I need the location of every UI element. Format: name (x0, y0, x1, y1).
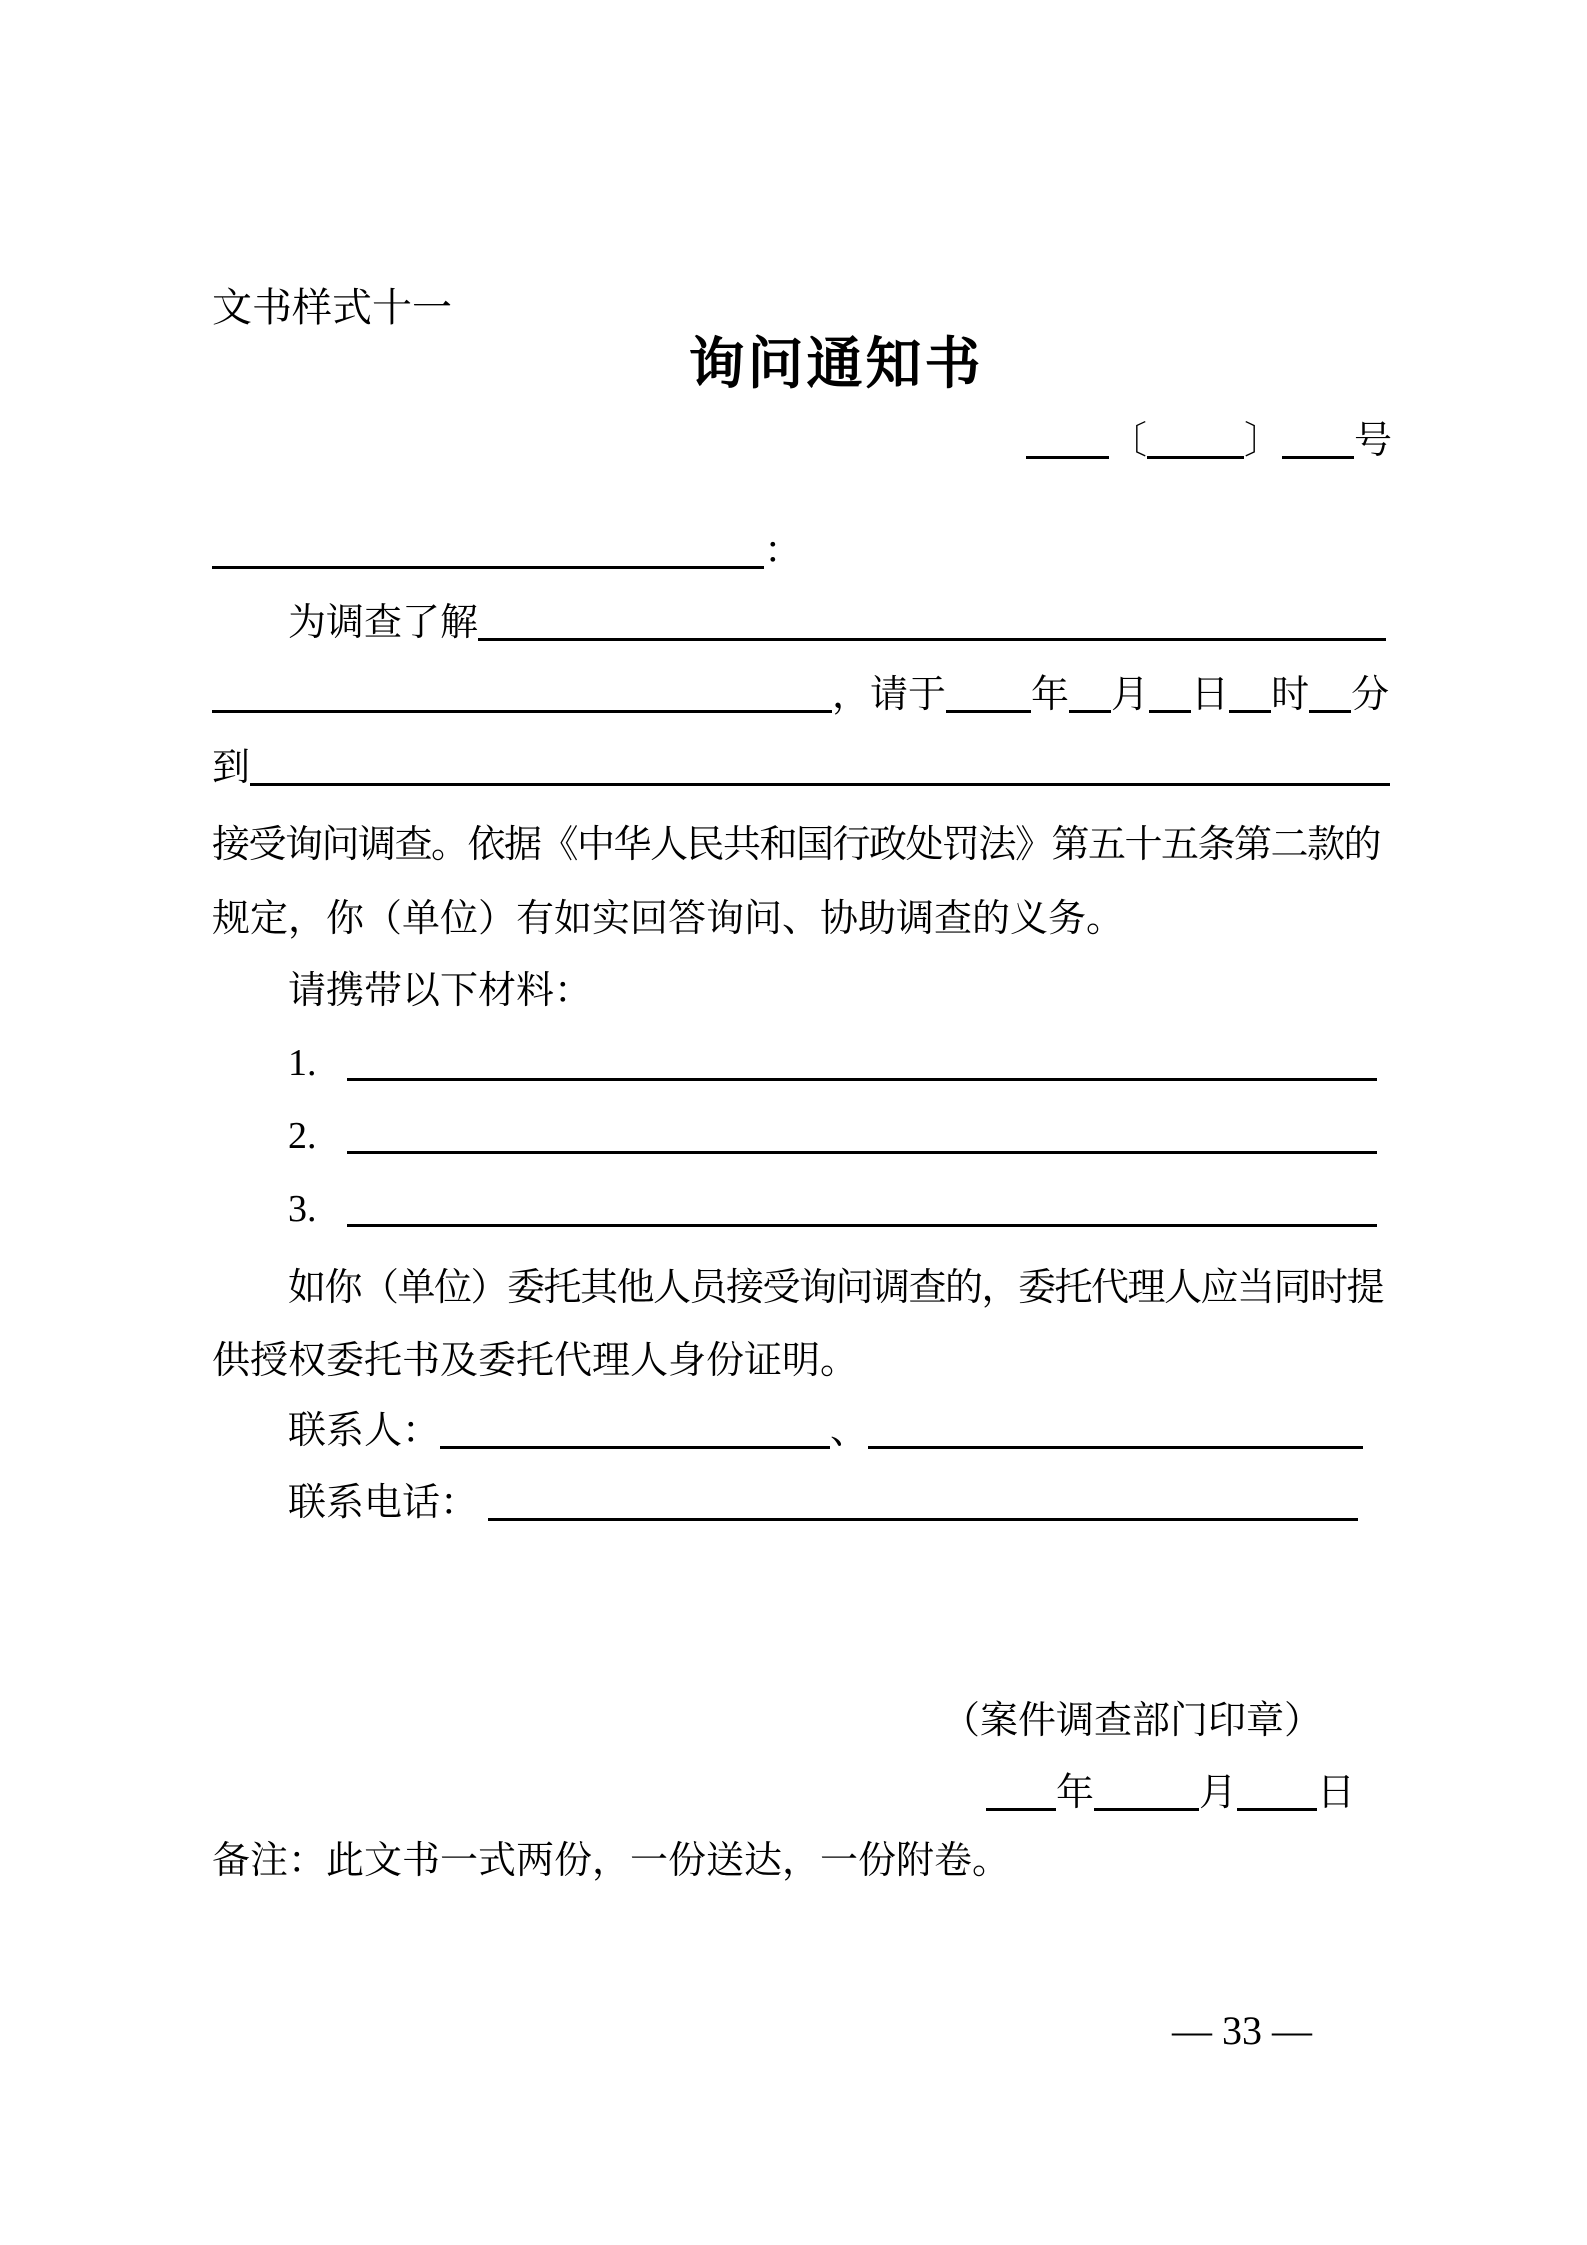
contact-separator: 、 (830, 1410, 869, 1452)
delegate-line-2: 供授权委托书及委托代理人身份证明。 (212, 1340, 859, 1382)
legal-basis-line-1: 接受询问调查。依据《中华人民共和国行政处罚法》第五十五条第二款的 (212, 824, 1381, 866)
location-blank (250, 753, 1390, 786)
materials-heading (212, 968, 1392, 1014)
doc-number-line (212, 418, 1392, 464)
contact-person-blank-1 (440, 1416, 830, 1449)
contact-person-blank-2 (868, 1416, 1363, 1449)
material-item-2 (212, 1113, 1392, 1159)
request-line (212, 672, 1392, 718)
date-blank-day (1237, 1778, 1317, 1811)
material-blank-3 (347, 1194, 1377, 1227)
investigate-blank (478, 608, 1386, 641)
doc-title: 询问通知书 (688, 334, 984, 396)
phone-line (212, 1480, 1392, 1526)
request-blank-continuation (212, 680, 832, 713)
contact-person-label: 联系人： (288, 1410, 441, 1452)
to-line (212, 745, 1392, 791)
material-item-3 (212, 1186, 1392, 1232)
addressee-colon: ： (764, 530, 803, 572)
doc-number-suffix: 号 (1353, 420, 1392, 462)
item-number: 1. (288, 1042, 317, 1084)
page-number: — 33 — (1172, 2008, 1312, 2053)
material-blank-1 (347, 1048, 1377, 1081)
blank-month (1069, 680, 1111, 713)
unit-year: 年 (1031, 674, 1070, 716)
date-unit-month: 月 (1198, 1772, 1237, 1814)
unit-day: 日 (1191, 674, 1230, 716)
material-blank-2 (347, 1121, 1377, 1154)
addressee-blank (212, 536, 764, 569)
remark-line: 备注：此文书一式两份，一份送达，一份附卷。 (212, 1840, 1011, 1882)
unit-hour: 时 (1271, 674, 1310, 716)
materials-heading-text: 请携带以下材料： (288, 970, 593, 1012)
doc-number-blank-year (1147, 426, 1244, 459)
date-blank-year (986, 1778, 1056, 1811)
request-text: ，请于 (832, 674, 947, 716)
doc-style-label: 文书样式十一 (212, 285, 452, 330)
blank-minute (1309, 680, 1351, 713)
to-text: 到 (212, 747, 251, 789)
delegate-line-1 (212, 1265, 1392, 1311)
doc-number-blank-prefix (1026, 426, 1109, 459)
stamp-note: （案件调查部门印章） (941, 1700, 1322, 1742)
legal-basis-line-2: 规定，你（单位）有如实回答询问、协助调查的义务。 (212, 898, 1125, 940)
signature-date-line (212, 1770, 1392, 1816)
doc-number-blank-serial (1282, 426, 1354, 459)
delegate-line-1-text: 如你（单位）委托其他人员接受询问调查的，委托代理人应当同时提 (288, 1267, 1384, 1309)
investigate-lead-text: 为调查了解 (288, 602, 479, 644)
blank-day (1149, 680, 1191, 713)
doc-number-bracket-open: 〔 (1108, 420, 1147, 462)
addressee-line (212, 528, 1392, 574)
investigate-line (212, 600, 1392, 646)
date-unit-year: 年 (1055, 1772, 1094, 1814)
material-item-1 (212, 1040, 1392, 1086)
doc-number-bracket-close: 〕 (1243, 420, 1282, 462)
item-number: 2. (288, 1115, 317, 1157)
unit-minute: 分 (1351, 674, 1390, 716)
unit-month: 月 (1111, 674, 1150, 716)
phone-label: 联系电话： (288, 1482, 479, 1524)
date-unit-day: 日 (1316, 1772, 1355, 1814)
blank-year (946, 680, 1031, 713)
contact-line (212, 1408, 1392, 1454)
blank-hour (1229, 680, 1271, 713)
phone-blank (488, 1488, 1358, 1521)
item-number: 3. (288, 1188, 317, 1230)
date-blank-month (1094, 1778, 1199, 1811)
